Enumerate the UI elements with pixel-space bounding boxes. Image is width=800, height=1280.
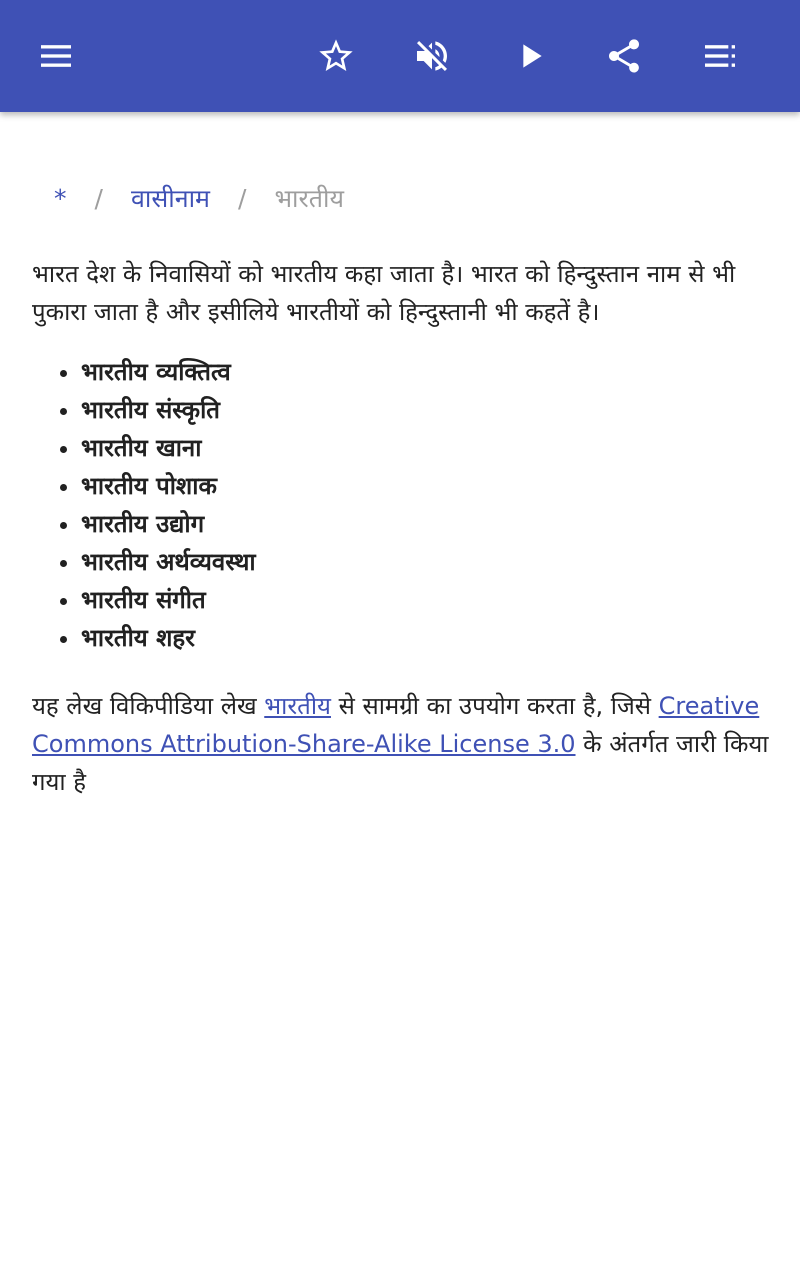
- star-outline-icon[interactable]: [308, 28, 364, 84]
- attribution-after: के अंतर्गत जारी किया गया है: [32, 730, 769, 796]
- volume-off-icon[interactable]: [404, 28, 460, 84]
- list-item: • भारतीय पोशाक: [81, 467, 776, 505]
- play-icon[interactable]: [502, 28, 558, 84]
- license-link[interactable]: Creative Commons Attribution-Share-Alike License 3.0: [32, 692, 760, 758]
- attribution-before: यह लेख विकिपीडिया लेख: [32, 692, 265, 720]
- breadcrumb: [54, 178, 344, 218]
- list-item: • भारतीय खाना: [81, 429, 776, 467]
- wikipedia-article-link[interactable]: भारतीय: [264, 692, 331, 720]
- breadcrumb-separator: /: [238, 183, 247, 213]
- list-item: • भारतीय उद्योग: [81, 505, 776, 543]
- breadcrumb-current: भारतीय: [274, 184, 344, 213]
- list-item: • भारतीय व्यक्तित्व: [81, 353, 776, 391]
- article-content: [32, 255, 776, 801]
- playlist-icon[interactable]: [692, 28, 748, 84]
- list-item: • भारतीय शहर: [81, 619, 776, 657]
- list-item: • भारतीय अर्थव्यवस्था: [81, 543, 776, 581]
- share-icon[interactable]: [596, 28, 652, 84]
- attribution-middle: से सामग्री का उपयोग करता है, जिसे: [330, 692, 659, 720]
- list-item: • भारतीय संगीत: [81, 581, 776, 619]
- topic-list: [32, 353, 776, 657]
- menu-icon[interactable]: [28, 28, 84, 84]
- breadcrumb-root-link[interactable]: *: [54, 183, 67, 213]
- article-intro: भारत देश के निवासियों को भारतीय कहा जाता है। भारत को हिन्दुस्तान नाम से भी पुकारा जाता है और इसीलिये भारतीयों को हिन्दुस्तानी भी कहतें है।: [32, 260, 736, 326]
- list-item: • भारतीय संस्कृति: [81, 391, 776, 429]
- app-toolbar: [0, 0, 800, 112]
- breadcrumb-separator: /: [94, 183, 103, 213]
- attribution-text: [32, 687, 776, 801]
- breadcrumb-category-link[interactable]: वासीनाम: [130, 184, 210, 213]
